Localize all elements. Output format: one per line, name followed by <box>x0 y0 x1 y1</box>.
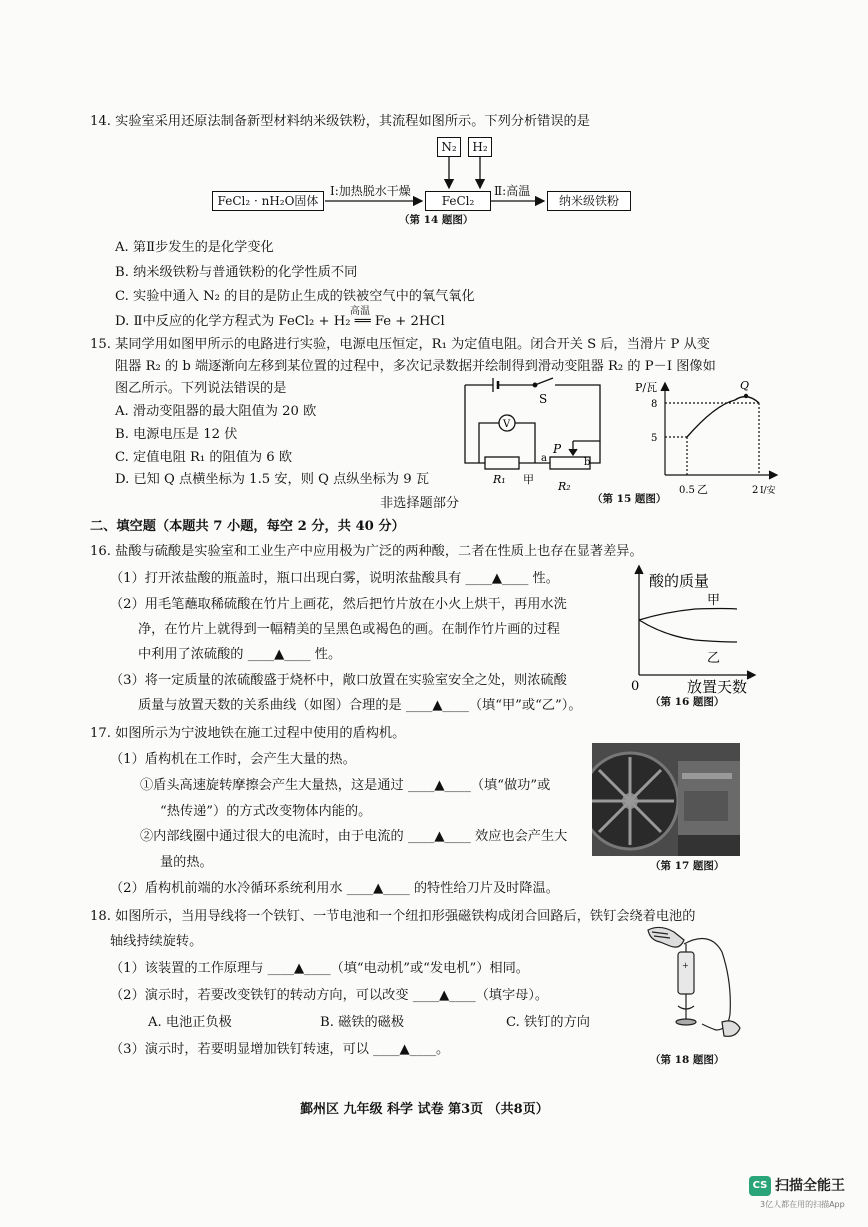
camscanner-logo: CS <box>749 1176 771 1196</box>
end-a-label: a <box>541 453 547 464</box>
step1-label: Ⅰ:加热脱水干燥 <box>330 184 411 198</box>
camscanner-tagline: 3亿人都在用的扫描App <box>760 1200 845 1209</box>
r1-label: R₁ <box>493 473 506 486</box>
r2-label: R₂ <box>558 480 571 493</box>
q17-part1: （1）盾构机在工作时，会产生大量的热。 <box>110 752 356 767</box>
camscanner-name: 扫描全能王 <box>775 1178 845 1194</box>
q18-choice-c: C. 铁钉的方向 <box>506 1015 590 1030</box>
q15-pi-graph <box>615 375 795 500</box>
q14-option-d: D. Ⅱ中反应的化学方程式为 FeCl₂ + H₂ ══ Fe + 2HCl <box>115 314 445 329</box>
curve-jia-label: 甲 <box>707 593 721 608</box>
q14-stem: 14. 实验室采用还原法制备新型材料纳米级铁粉，其流程如图所示。下列分析错误的是 <box>90 114 590 129</box>
q17-caption: （第 17 题图） <box>650 860 725 872</box>
graph-point-q: Q <box>740 379 750 392</box>
q16-graph-ylabel: 酸的质量 <box>649 572 710 590</box>
q18-choice-a: A. 电池正负极 <box>148 1015 232 1030</box>
graph-xlabel: I/安 <box>760 486 776 496</box>
graph-tick-8: 8 <box>651 399 658 410</box>
q16-graph-xlabel: 放置天数 <box>687 678 748 696</box>
curve-yi-label: 乙 <box>707 651 721 666</box>
q15-stem-line2: 阻器 R₂ 的 b 端逐渐向左移到某位置的过程中，多次记录数据并绘制得到滑动变阻器 R₂ 的 P－I 图像如 <box>115 359 716 374</box>
q16-stem: 16. 盐酸与硫酸是实验室和工业生产中应用极为广泛的两种酸，二者在性质上也存在显著差异。 <box>90 544 643 559</box>
q17-part1b-line2: 量的热。 <box>160 855 213 870</box>
q16-graph-origin: 0 <box>631 679 640 694</box>
graph-tick-5: 5 <box>651 433 658 444</box>
graph-tick-2: 2 <box>752 485 759 496</box>
equation-condition: 高温 <box>350 306 370 317</box>
q14-option-b: B. 纳米级铁粉与普通铁粉的化学性质不同 <box>115 265 358 280</box>
q16-mass-graph <box>625 560 765 710</box>
q16-caption: （第 16 题图） <box>650 696 725 708</box>
graph-ylabel: P/瓦 <box>635 381 658 394</box>
q18-stem-line2: 轴线持续旋转。 <box>110 934 203 949</box>
voltmeter-label: V <box>503 419 511 430</box>
q16-part2-line1: （2）用毛笔蘸取稀硫酸在竹片上画花，然后把竹片放在小火上烘干，再用水洗 <box>110 597 567 612</box>
end-b-label: b <box>584 457 591 468</box>
q18-homopolar-motor-figure <box>640 922 750 1052</box>
q16-part2-line2: 净，在竹片上就得到一幅精美的呈黑色或褐色的画。在制作竹片画的过程 <box>138 622 560 637</box>
q15-option-b: B. 电源电压是 12 伏 <box>115 427 238 442</box>
q18-choice-b: B. 磁铁的磁极 <box>320 1015 405 1030</box>
q16-part1: （1）打开浓盐酸的瓶盖时，瓶口出现白雾，说明浓盐酸具有 ____▲____ 性。 <box>110 571 559 586</box>
step2-label: Ⅱ:高温 <box>494 184 531 198</box>
q18-caption: （第 18 题图） <box>650 1054 725 1066</box>
graph-yi-label: 乙 <box>697 483 708 496</box>
switch-label: S <box>539 392 548 406</box>
slider-label: P <box>553 442 562 456</box>
q16-part3-line2: 质量与放置天数的关系曲线（如图）合理的是 ____▲____（填“甲”或“乙”）。 <box>138 698 582 713</box>
q15-stem-line3: 图乙所示。下列说法错误的是 <box>115 381 287 396</box>
circuit-jia-label: 甲 <box>523 473 534 486</box>
solid-box: FeCl₂ · nH₂O固体 <box>212 191 324 211</box>
q16-part2-line3: 中利用了浓硫酸的 ____▲____ 性。 <box>138 647 342 662</box>
q18-stem-line1: 18. 如图所示，当用导线将一个铁钉、一节电池和一个纽扣形强磁铁构成闭合回路后，铁钉会绕着电池的 <box>90 909 696 924</box>
q17-part1a-line1: ①盾头高速旋转摩擦会产生大量热，这是通过 ____▲____（填“做功”或 <box>140 778 551 793</box>
product-box: 纳米级铁粉 <box>547 191 631 211</box>
q16-part3-line1: （3）将一定质量的浓硫酸盛于烧杯中，敞口放置在实验室安全之处，则浓硫酸 <box>110 673 567 688</box>
q17-stem: 17. 如图所示为宁波地铁在施工过程中使用的盾构机。 <box>90 726 406 741</box>
q15-circuit-diagram <box>455 375 615 495</box>
section-2-heading: 二、填空题（本题共 7 小题，每空 2 分，共 40 分） <box>90 519 405 534</box>
q18-part1: （1）该装置的工作原理与 ____▲____（填“电动机”或“发电机”）相同。 <box>110 961 529 976</box>
q18-part3: （3）演示时，若要明显增加铁钉转速，可以 ____▲____。 <box>110 1042 450 1057</box>
tunnel-boring-machine-photo <box>592 743 740 856</box>
q14-caption: （第 14 题图） <box>399 214 474 226</box>
q14-option-c: C. 实验中通入 N₂ 的目的是防止生成的铁被空气中的氧气氧化 <box>115 289 475 304</box>
h2-box: H₂ <box>468 137 492 157</box>
svg-text:+: + <box>682 961 689 970</box>
q17-part1a-line2: “热传递”）的方式改变物体内能的。 <box>160 804 372 819</box>
q15-caption: （第 15 题图） <box>592 493 667 505</box>
graph-tick-05: 0.5 <box>679 485 695 496</box>
q14-flow-arrows <box>0 0 868 240</box>
section-note: 非选择题部分 <box>380 496 460 511</box>
q14-option-a: A. 第Ⅱ步发生的是化学变化 <box>115 240 274 255</box>
q15-stem-line1: 15. 某同学用如图甲所示的电路进行实验，电源电压恒定，R₁ 为定值电阻。闭合开关 S 后，当滑片 P 从变 <box>90 337 710 352</box>
q18-part2: （2）演示时，若要改变铁钉的转动方向，可以改变 ____▲____（填字母）。 <box>110 988 549 1003</box>
q15-option-a: A. 滑动变阻器的最大阻值为 20 欧 <box>115 404 317 419</box>
q15-option-c: C. 定值电阻 R₁ 的阻值为 6 欧 <box>115 450 293 465</box>
fecl2-box: FeCl₂ <box>425 191 491 211</box>
n2-box: N₂ <box>437 137 461 157</box>
q17-part2: （2）盾构机前端的水冷循环系统利用水 ____▲____ 的特性给刀片及时降温。 <box>110 881 559 896</box>
q17-part1b-line1: ②内部线圈中通过很大的电流时，由于电流的 ____▲____ 效应也会产生大 <box>140 829 568 844</box>
page-footer: 鄞州区 九年级 科学 试卷 第3页 （共8页） <box>300 1102 549 1117</box>
q15-option-d: D. 已知 Q 点横坐标为 1.5 安，则 Q 点纵坐标为 9 瓦 <box>115 472 430 487</box>
